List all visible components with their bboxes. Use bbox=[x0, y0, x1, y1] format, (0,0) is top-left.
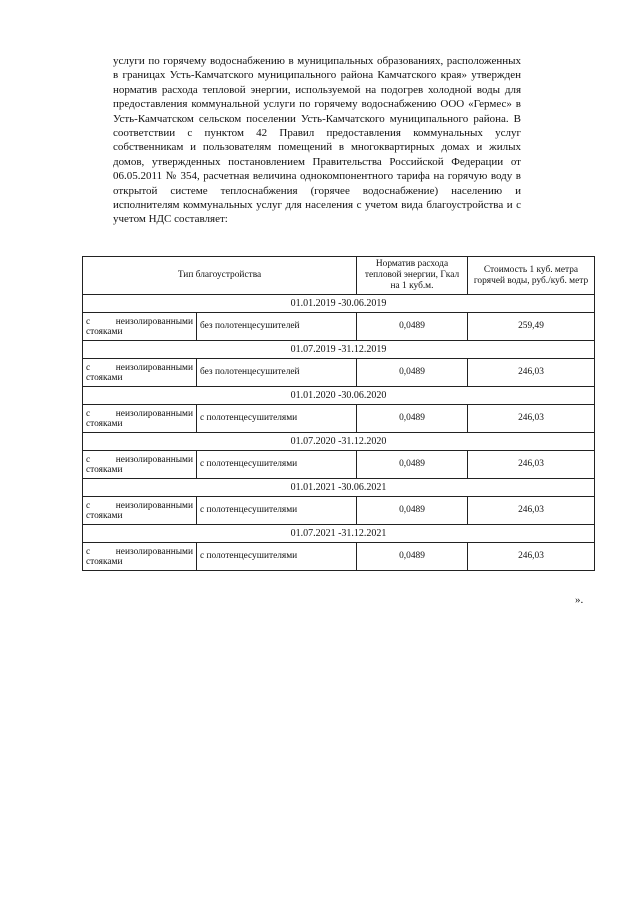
towel-cell: без полотенцесушителей bbox=[197, 359, 357, 387]
period-row bbox=[83, 295, 595, 313]
table-row bbox=[83, 497, 595, 525]
period-row bbox=[83, 387, 595, 405]
table-row bbox=[83, 543, 595, 571]
norm-cell: 0,0489 bbox=[357, 497, 468, 525]
period-row bbox=[83, 341, 595, 359]
towel-cell: с полотенцесушителями bbox=[197, 497, 357, 525]
risers-cell: с неизолированными стояками bbox=[83, 359, 197, 387]
table-row bbox=[83, 359, 595, 387]
risers-cell: с неизолированными стояками bbox=[83, 451, 197, 479]
period-row bbox=[83, 433, 595, 451]
cost-cell: 246,03 bbox=[468, 451, 595, 479]
norm-cell: 0,0489 bbox=[357, 313, 468, 341]
body-paragraph: услуги по горячему водоснабжению в муниципальных образованиях, расположенных в границах Усть-Камчатского муниципального района Камчатского края» утвержден норматив расхода тепловой энергии, используемой на подогрев холодной воды для предоставления коммунальной услуги по горячему водоснабжению ООО «Гермес» в Усть-Камчатском сельском поселении Усть-Камчатского муниципального района. В соответствии с пунктом 42 Правил предоставления коммунальных услуг собственникам и пользователям помещений в многоквартирных домах и жилых домов, утвержденных постановлением Правительства Российской Федерации от 06.05.2011 № 354, расчетная величина однокомпонентного тарифа на горячую воду в открытой системе теплоснабжения (горячее водоснабжение) населению и исполнителям коммунальных услуг для населения с учетом вида благоустройства и с учетом НДС составляет: bbox=[113, 55, 521, 226]
period-row bbox=[83, 525, 595, 543]
closing-quote: ». bbox=[575, 594, 584, 606]
cost-cell: 246,03 bbox=[468, 405, 595, 433]
header-type: Тип благоустройства bbox=[83, 257, 357, 295]
cost-cell: 246,03 bbox=[468, 497, 595, 525]
towel-cell: с полотенцесушителями bbox=[197, 451, 357, 479]
period-cell: 01.01.2020 -30.06.2020 bbox=[83, 387, 595, 405]
period-cell: 01.07.2021 -31.12.2021 bbox=[83, 525, 595, 543]
period-cell: 01.07.2020 -31.12.2020 bbox=[83, 433, 595, 451]
cost-cell: 246,03 bbox=[468, 359, 595, 387]
table-row bbox=[83, 451, 595, 479]
table-header-row bbox=[83, 257, 595, 295]
risers-cell: с неизолированными стояками bbox=[83, 313, 197, 341]
period-cell: 01.01.2021 -30.06.2021 bbox=[83, 479, 595, 497]
risers-cell: с неизолированными стояками bbox=[83, 543, 197, 571]
norm-cell: 0,0489 bbox=[357, 451, 468, 479]
towel-cell: с полотенцесушителями bbox=[197, 543, 357, 571]
risers-cell: с неизолированными стояками bbox=[83, 497, 197, 525]
norm-cell: 0,0489 bbox=[357, 405, 468, 433]
header-norm: Норматив расхода тепловой энергии, Гкал на 1 куб.м. bbox=[357, 257, 468, 295]
period-row bbox=[83, 479, 595, 497]
cost-cell: 259,49 bbox=[468, 313, 595, 341]
towel-cell: с полотенцесушителями bbox=[197, 405, 357, 433]
table-row bbox=[83, 313, 595, 341]
table-row bbox=[83, 405, 595, 433]
period-cell: 01.01.2019 -30.06.2019 bbox=[83, 295, 595, 313]
norm-cell: 0,0489 bbox=[357, 359, 468, 387]
header-cost: Стоимость 1 куб. метра горячей воды, руб./куб. метр bbox=[468, 257, 595, 295]
cost-cell: 246,03 bbox=[468, 543, 595, 571]
risers-cell: с неизолированными стояками bbox=[83, 405, 197, 433]
norm-cell: 0,0489 bbox=[357, 543, 468, 571]
period-cell: 01.07.2019 -31.12.2019 bbox=[83, 341, 595, 359]
table-body bbox=[83, 295, 595, 571]
tariff-table bbox=[82, 256, 595, 571]
towel-cell: без полотенцесушителей bbox=[197, 313, 357, 341]
